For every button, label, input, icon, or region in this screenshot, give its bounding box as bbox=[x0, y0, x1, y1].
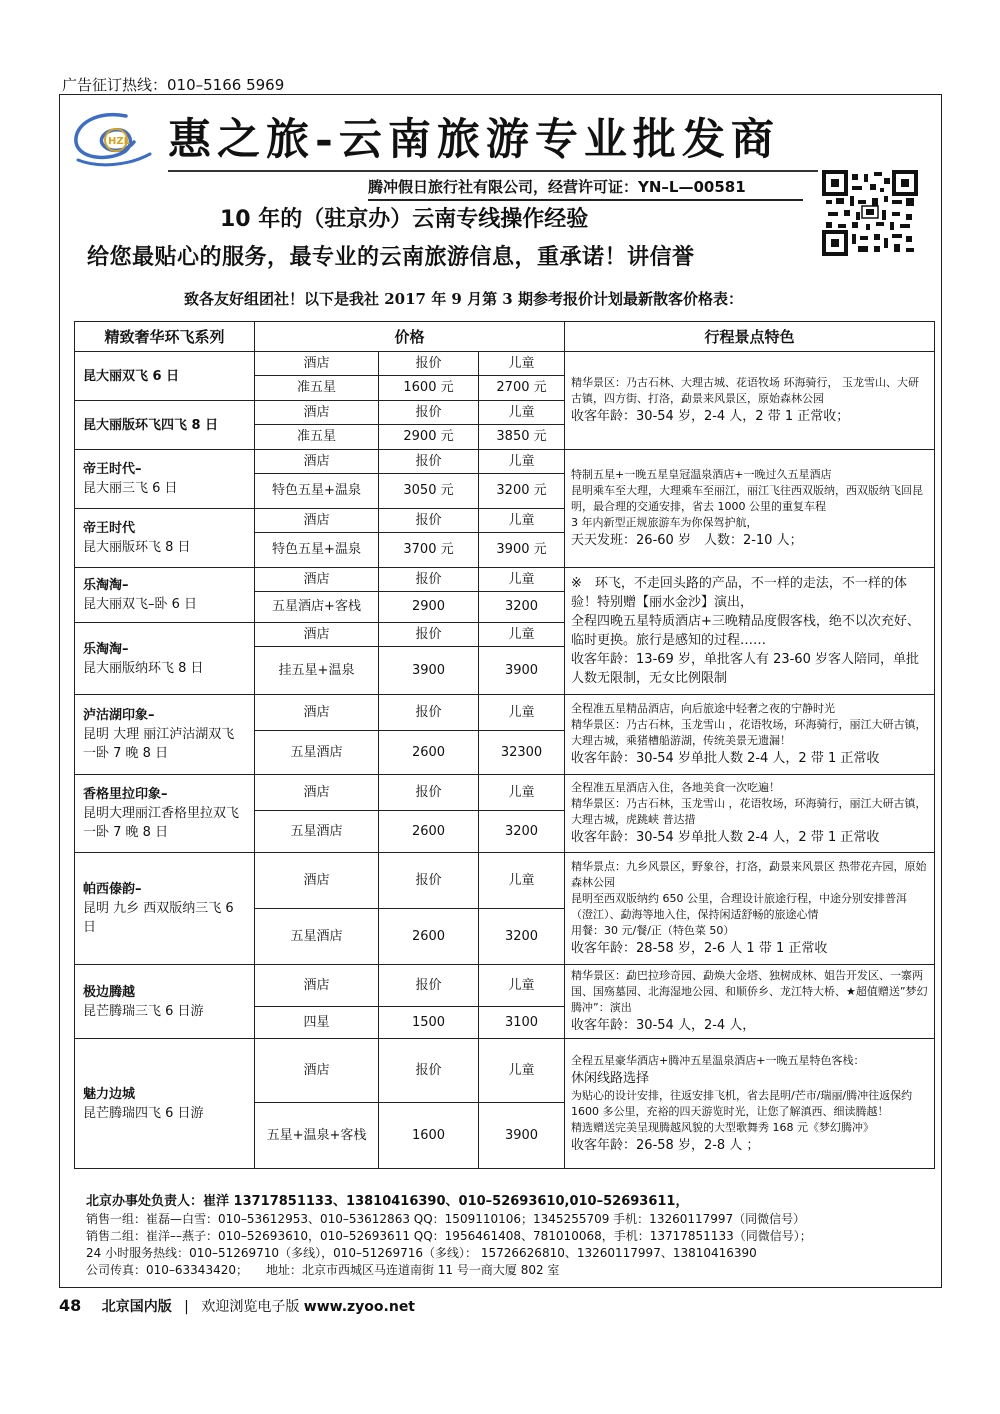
route-features: 全程五星豪华酒店+腾冲五星温泉酒店+一晚五星特色客栈： 休闲线路选择 为贴心的设计安排，往返安排飞机，省去昆明/芒市/瑞丽/腾冲往返保约 1600 多公里，充裕的四天游览时光，让您了解滇西、细读腾越！ 精选赠送完美呈现腾越风貌的大型歌舞秀 168 元《梦幻腾冲》 收客年龄：26-58 岁，2-8 人 ； bbox=[565, 1039, 935, 1169]
table-header-row bbox=[75, 322, 935, 352]
fax-address: 公司传真：010–63343420； 地址：北京市西城区马连道南街 11 号一商大厦 802 室 bbox=[86, 1263, 560, 1277]
child-label: 儿童 bbox=[479, 1039, 565, 1103]
hotel-label: 酒店 bbox=[255, 853, 379, 909]
child-label: 儿童 bbox=[479, 853, 565, 909]
footer-separator: | bbox=[184, 1299, 189, 1315]
route-name: 泸沽湖印象– 昆明 大理 丽江泸沽湖双飞一卧 7 晚 8 日 bbox=[75, 695, 255, 775]
brand-underline bbox=[168, 170, 818, 172]
child-price-value: 3900 bbox=[479, 1103, 565, 1169]
price-value: 2900 bbox=[379, 592, 479, 623]
hotel-label: 酒店 bbox=[255, 695, 379, 731]
hotel-label: 酒店 bbox=[255, 401, 379, 425]
child-label: 儿童 bbox=[479, 352, 565, 376]
table-row bbox=[75, 450, 935, 474]
hotel-value: 五星酒店 bbox=[255, 909, 379, 965]
hotel-value: 准五星 bbox=[255, 425, 379, 450]
price-label: 报价 bbox=[379, 352, 479, 376]
child-label: 儿童 bbox=[479, 568, 565, 592]
child-price-value: 3200 bbox=[479, 811, 565, 853]
price-value: 2600 bbox=[379, 909, 479, 965]
price-label: 报价 bbox=[379, 965, 479, 1007]
route-name: 昆大丽版环飞四飞 8 日 bbox=[75, 401, 255, 450]
price-value: 2900 元 bbox=[379, 425, 479, 450]
child-price-value: 3200 bbox=[479, 592, 565, 623]
child-label: 儿童 bbox=[479, 509, 565, 533]
table-row bbox=[75, 695, 935, 731]
child-price-value: 3850 元 bbox=[479, 425, 565, 450]
price-value: 1500 bbox=[379, 1007, 479, 1039]
price-label: 报价 bbox=[379, 775, 479, 811]
route-name: 乐淘淘– 昆大丽双飞–卧 6 日 bbox=[75, 568, 255, 623]
price-value: 3050 元 bbox=[379, 474, 479, 509]
welcome-text: 欢迎浏览电子版 bbox=[201, 1299, 300, 1315]
price-value: 1600 元 bbox=[379, 376, 479, 401]
hotel-value: 准五星 bbox=[255, 376, 379, 401]
child-price-value: 2700 元 bbox=[479, 376, 565, 401]
price-label: 报价 bbox=[379, 568, 479, 592]
hotel-label: 酒店 bbox=[255, 352, 379, 376]
child-price-value: 32300 bbox=[479, 731, 565, 775]
hotel-label: 酒店 bbox=[255, 450, 379, 474]
price-table bbox=[74, 321, 935, 1169]
column-header-series: 精致奢华环飞系列 bbox=[75, 322, 255, 352]
price-value: 2600 bbox=[379, 811, 479, 853]
price-notice: 致各友好组团社！以下是我社 2017 年 9 月第 3 期参考报价计划最新散客价格表： bbox=[184, 290, 743, 308]
page-footer bbox=[59, 1296, 415, 1316]
brand-title: 惠之旅-云南旅游专业批发商 bbox=[168, 112, 840, 168]
route-features: 全程准五星酒店入住，各地美食一次吃遍！ 精华景区：乃古石林，玉龙雪山 ，花语牧场，环海骑行，丽江大研古镇，大理古城，虎跳峡 普达措 收客年龄：30-54 岁单批人数 2-4 人，2 带 1 正常收 bbox=[565, 775, 935, 853]
hotel-label: 酒店 bbox=[255, 509, 379, 533]
ad-hotline: 广告征订热线：010–5166 5969 bbox=[62, 76, 285, 94]
child-price-value: 3200 bbox=[479, 909, 565, 965]
price-value: 2600 bbox=[379, 731, 479, 775]
child-label: 儿童 bbox=[479, 401, 565, 425]
edition-label: 北京国内版 bbox=[101, 1299, 172, 1315]
license-line: 腾冲假日旅行社有限公司，经营许可证：YN–L—00581 bbox=[368, 176, 803, 201]
child-price-value: 3200 元 bbox=[479, 474, 565, 509]
route-name: 魅力边城 昆芒腾瑞四飞 6 日游 bbox=[75, 1039, 255, 1169]
column-header-price: 价格 bbox=[255, 322, 565, 352]
price-label: 报价 bbox=[379, 450, 479, 474]
price-label: 报价 bbox=[379, 509, 479, 533]
child-label: 儿童 bbox=[479, 623, 565, 647]
hotel-label: 酒店 bbox=[255, 568, 379, 592]
table-row bbox=[75, 568, 935, 592]
hotel-value: 五星+温泉+客栈 bbox=[255, 1103, 379, 1169]
table-row bbox=[75, 965, 935, 1007]
hotel-label: 酒店 bbox=[255, 1039, 379, 1103]
route-name: 帕西傣韵– 昆明 九乡 西双版纳三飞 6 日 bbox=[75, 853, 255, 965]
hotel-value: 五星酒店+客栈 bbox=[255, 592, 379, 623]
website-link[interactable]: www.zyoo.net bbox=[303, 1299, 416, 1315]
route-features: 精华景区：勐巴拉珍奇园、勐焕大金塔、独树成林、姐告开发区、一寨两国、国殇墓园、北海湿地公园、和顺侨乡、龙江特大桥、★超值赠送”梦幻腾冲”：演出 收客年龄：30-54 人，2-4 人， bbox=[565, 965, 935, 1039]
svg-text:HZL: HZL bbox=[108, 136, 130, 147]
hotel-value: 五星酒店 bbox=[255, 811, 379, 853]
route-name: 帝王时代– 昆大丽三飞 6 日 bbox=[75, 450, 255, 509]
contact-block bbox=[86, 1192, 936, 1279]
child-price-value: 3900 bbox=[479, 647, 565, 695]
sales-group-1: 销售一组：崔磊—白雪：010–53612953、010–53612863 QQ：1509110106；1345255709 手机：13260117997（同微信号） bbox=[86, 1212, 806, 1226]
child-label: 儿童 bbox=[479, 695, 565, 731]
price-value: 3900 bbox=[379, 647, 479, 695]
hotel-label: 酒店 bbox=[255, 623, 379, 647]
route-features: 精华景点：九乡风景区，野象谷，打洛，勐景来风景区 热带花卉园，原始森林公园 昆明至西双版纳约 650 公里，合理设计旅途行程，中途分别安排普洱（澄江）、勐海等地入住，保持闲适舒畅的旅途心情 用餐：30 元/餐/正（特色菜 50） 收客年龄：28-58 岁，2-6 人 1 带 1 正常收 bbox=[565, 853, 935, 965]
service-hotline: 24 小时服务热线：010–51269710（多线），010–51269716（多线）： 15726626810、13260117997、13810416390 bbox=[86, 1246, 757, 1260]
table-row bbox=[75, 775, 935, 811]
qr-code-icon bbox=[822, 170, 918, 256]
child-label: 儿童 bbox=[479, 775, 565, 811]
route-features: 全程准五星精品酒店，向后旅途中轻奢之夜的宁静时光 精华景区：乃古石林，玉龙雪山 ，花语牧场，环海骑行，丽江大研古镇，大理古城，乘猪槽船游湖，传统美景无遗漏！ 收客年龄：30-54 岁单批人数 2-4 人，2 带 1 正常收 bbox=[565, 695, 935, 775]
hotel-value: 四星 bbox=[255, 1007, 379, 1039]
route-features: 精华景区：乃古石林、大理古城、花语牧场 环海骑行， 玉龙雪山、大研古镇，四方街、打洛，勐景来风景区，原始森林公园 收客年龄：30-54 岁，2-4 人，2 带 1 正常收； bbox=[565, 352, 935, 450]
page-number: 48 bbox=[59, 1296, 82, 1315]
table-row bbox=[75, 352, 935, 376]
price-label: 报价 bbox=[379, 695, 479, 731]
route-features: 特制五星+一晚五星皇冠温泉酒店+一晚过久五星酒店 昆明乘车至大理，大理乘车至丽江，丽江飞往西双版纳，西双版纳飞回昆明，最合理的交通安排，省去 1000 公里的重复车程 3 年内新型正规旅游车为你保驾护航， 天天发班：26-60 岁 人数：2-10 人； bbox=[565, 450, 935, 568]
column-header-features: 行程景点特色 bbox=[565, 322, 935, 352]
route-name: 香格里拉印象– 昆明大理丽江香格里拉双飞一卧 7 晚 8 日 bbox=[75, 775, 255, 853]
slogan-service: 给您最贴心的服务，最专业的云南旅游信息，重承诺！讲信誉 bbox=[87, 245, 695, 270]
route-features: ※ 环飞，不走回头路的产品，不一样的走法，不一样的体验！特别赠【丽水金沙】演出， 全程四晚五星特质酒店+三晚精品度假客栈，绝不以次充好、临时更换。旅行是感知的过程…… 收客年龄：13-69 岁，单批客人有 23-60 岁客人陪同，单批人数无限制，无女比例限制 bbox=[565, 568, 935, 695]
sales-group-2: 销售二组：崔洋––燕子：010–52693610，010–52693611 QQ：1956461408、781010068，手机：13717851133（同微信号）； bbox=[86, 1229, 812, 1243]
child-label: 儿童 bbox=[479, 965, 565, 1007]
route-name: 极边腾越 昆芒腾瑞三飞 6 日游 bbox=[75, 965, 255, 1039]
table-row bbox=[75, 1039, 935, 1103]
hotel-label: 酒店 bbox=[255, 775, 379, 811]
route-name: 帝王时代 昆大丽版环飞 8 日 bbox=[75, 509, 255, 568]
price-value: 3700 元 bbox=[379, 533, 479, 568]
price-value: 1600 bbox=[379, 1103, 479, 1169]
child-price-value: 3900 元 bbox=[479, 533, 565, 568]
hotel-value: 特色五星+温泉 bbox=[255, 474, 379, 509]
hotel-value: 五星酒店 bbox=[255, 731, 379, 775]
price-label: 报价 bbox=[379, 401, 479, 425]
company-logo-icon bbox=[68, 110, 160, 168]
child-label: 儿童 bbox=[479, 450, 565, 474]
route-name: 昆大丽双飞 6 日 bbox=[75, 352, 255, 401]
hotel-label: 酒店 bbox=[255, 965, 379, 1007]
hotel-value: 挂五星+温泉 bbox=[255, 647, 379, 695]
route-name: 乐淘淘– 昆大丽版纳环飞 8 日 bbox=[75, 623, 255, 695]
table-row bbox=[75, 853, 935, 909]
price-label: 报价 bbox=[379, 623, 479, 647]
child-price-value: 3100 bbox=[479, 1007, 565, 1039]
office-manager: 北京办事处负责人：崔洋 13717851133、13810416390、010–52693610,010–52693611， bbox=[86, 1194, 689, 1209]
slogan-experience: 10 年的（驻京办）云南专线操作经验 bbox=[220, 207, 589, 232]
price-label: 报价 bbox=[379, 853, 479, 909]
hotel-value: 特色五星+温泉 bbox=[255, 533, 379, 568]
price-label: 报价 bbox=[379, 1039, 479, 1103]
